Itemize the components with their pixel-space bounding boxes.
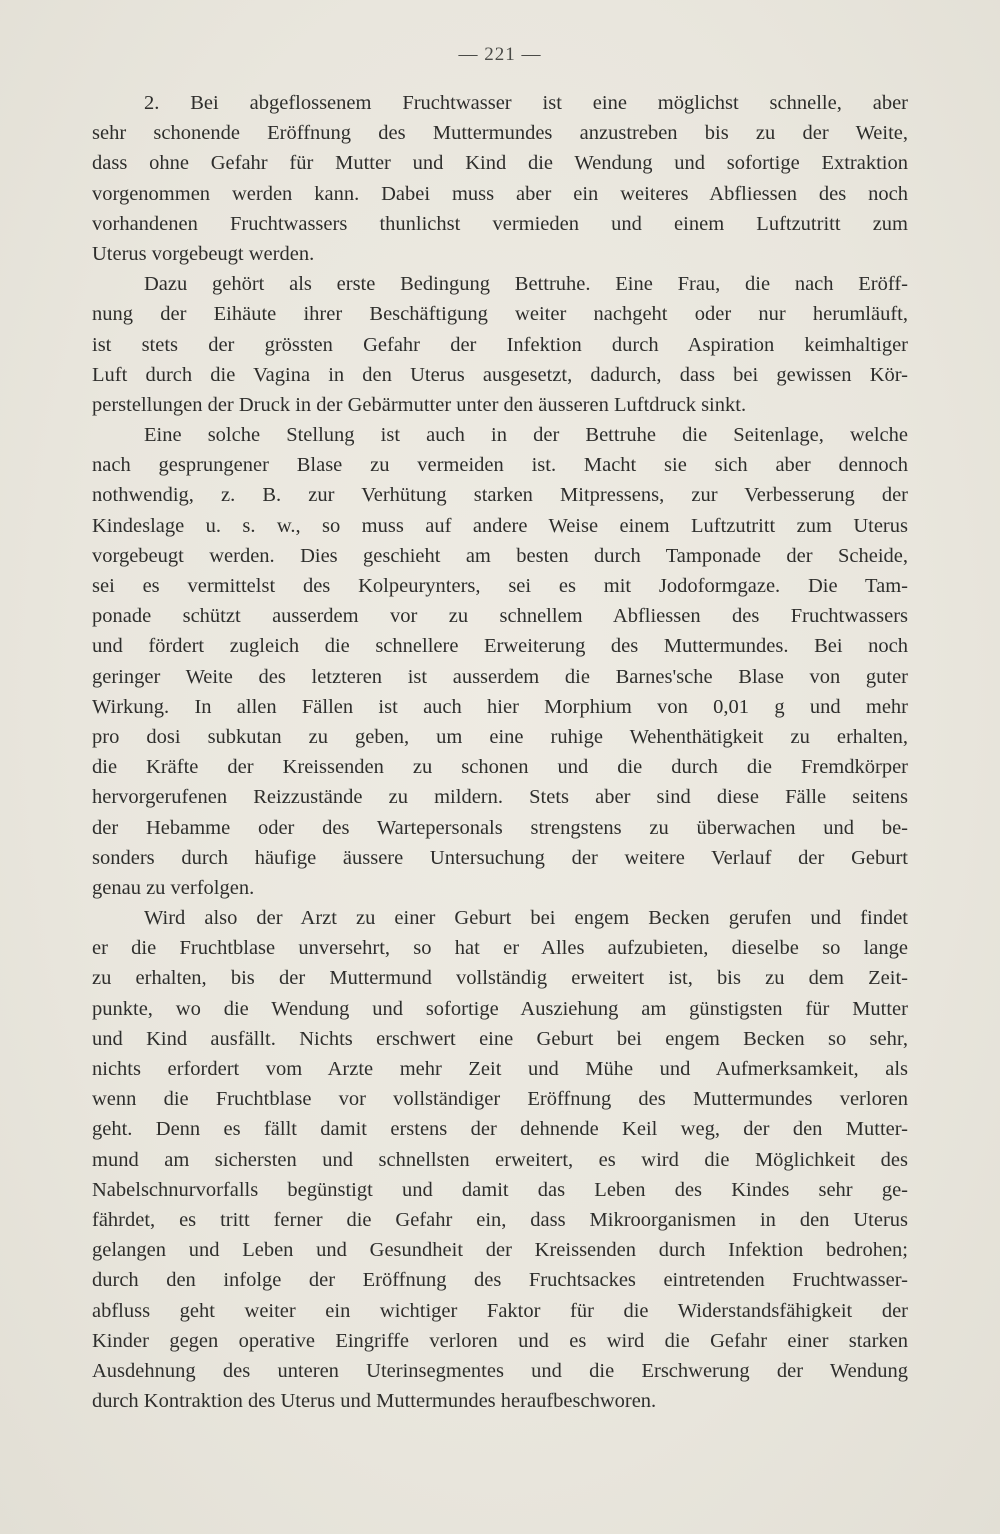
text-line: fährdet, es tritt ferner die Gefahr ein, dass Mikroorganismen in den Uterus xyxy=(92,1208,908,1231)
text-line: die Kräfte der Kreissenden zu schonen und die durch die Fremdkörper xyxy=(92,756,908,779)
text-line: der Hebamme oder des Wartepersonals strengstens zu überwachen und be- xyxy=(92,816,908,839)
text-line: sehr schonende Eröffnung des Muttermundes anzustreben bis zu der Weite, xyxy=(92,122,908,145)
text-line: Ausdehnung des unteren Uterinsegmentes und die Erschwerung der Wendung xyxy=(92,1359,908,1382)
text-line: durch Kontraktion des Uterus und Muttermundes heraufbeschworen. xyxy=(92,1390,657,1413)
text-line: gelangen und Leben und Gesundheit der Kreissenden durch Infektion bedrohen; xyxy=(92,1239,908,1262)
text-line: abfluss geht weiter ein wichtiger Faktor für die Widerstandsfähigkeit der xyxy=(92,1299,908,1322)
text-line: 2. Bei abgeflossenem Fruchtwasser ist eine möglichst schnelle, aber xyxy=(144,92,908,114)
text-line: er die Fruchtblase unversehrt, so hat er Alles aufzubieten, dieselbe so lange xyxy=(92,937,908,960)
text-line: Wirkung. In allen Fällen ist auch hier Morphium von 0,01 g und mehr xyxy=(92,695,908,718)
text-line: durch den infolge der Eröffnung des Fruchtsackes eintretenden Fruchtwasser- xyxy=(92,1269,908,1292)
text-line: nothwendig, z. B. zur Verhütung starken Mitpressens, zur Verbesserung der xyxy=(92,484,908,507)
text-line: zu erhalten, bis der Muttermund vollständig erweitert ist, bis zu dem Zeit- xyxy=(92,967,908,990)
text-line: Kindeslage u. s. w., so muss auf andere Weise einem Luftzutritt zum Uterus xyxy=(92,514,908,537)
text-line: und fördert zugleich die schnellere Erweiterung des Muttermundes. Bei noch xyxy=(92,635,908,658)
text-line: geht. Denn es fällt damit erstens der dehnende Keil weg, der den Mutter- xyxy=(92,1118,908,1141)
text-line: vorgenommen werden kann. Dabei muss aber ein weiteres Abfliessen des noch xyxy=(92,182,908,205)
page-number: — 221 — xyxy=(458,44,542,65)
body-text xyxy=(92,88,908,1416)
text-line: vorhandenen Fruchtwassers thunlichst vermieden und einem Luftzutritt zum xyxy=(92,212,908,235)
text-line: und Kind ausfällt. Nichts erschwert eine Geburt bei engem Becken so sehr, xyxy=(92,1027,908,1050)
text-line: nung der Eihäute ihrer Beschäftigung weiter nachgeht oder nur herumläuft, xyxy=(92,303,908,326)
text-line: ist stets der grössten Gefahr der Infektion durch Aspiration keimhaltiger xyxy=(92,333,908,356)
text-line: Kinder gegen operative Eingriffe verloren und es wird die Gefahr einer starken xyxy=(92,1329,908,1352)
text-line: wenn die Fruchtblase vor vollständiger Eröffnung des Muttermundes verloren xyxy=(92,1088,908,1111)
text-line: ponade schützt ausserdem vor zu schnellem Abfliessen des Fruchtwassers xyxy=(92,605,908,628)
text-line: perstellungen der Druck in der Gebärmutter unter den äusseren Luftdruck sinkt. xyxy=(92,393,747,416)
text-line: nichts erfordert vom Arzte mehr Zeit und Mühe und Aufmerksamkeit, als xyxy=(92,1058,908,1080)
text-line: genau zu verfolgen. xyxy=(92,876,255,899)
text-line: Nabelschnurvorfalls begünstigt und damit das Leben des Kindes sehr ge- xyxy=(92,1178,908,1201)
text-line: mund am sichersten und schnellsten erweitert, es wird die Möglichkeit des xyxy=(92,1148,908,1171)
text-line: Uterus vorgebeugt werden. xyxy=(92,242,315,265)
text-line: sei es vermittelst des Kolpeurynters, sei es mit Jodoformgaze. Die Tam- xyxy=(92,575,908,597)
text-line: Dazu gehört als erste Bedingung Bettruhe. Eine Frau, die nach Eröff- xyxy=(144,273,908,296)
text-line: Luft durch die Vagina in den Uterus ausgesetzt, dadurch, dass bei gewissen Kör- xyxy=(92,363,908,386)
text-line: pro dosi subkutan zu geben, um eine ruhige Wehenthätigkeit zu erhalten, xyxy=(92,725,908,748)
text-line: dass ohne Gefahr für Mutter und Kind die Wendung und sofortige Extraktion xyxy=(92,152,908,175)
text-line: hervorgerufenen Reizzustände zu mildern. Stets aber sind diese Fälle seitens xyxy=(92,786,908,809)
text-line: Eine solche Stellung ist auch in der Bettruhe die Seitenlage, welche xyxy=(144,424,908,447)
text-line: sonders durch häufige äussere Untersuchung der weitere Verlauf der Geburt xyxy=(92,846,908,869)
text-line: vorgebeugt werden. Dies geschieht am besten durch Tamponade der Scheide, xyxy=(92,544,908,567)
text-line: geringer Weite des letzteren ist ausserdem die Barnes'sche Blase von guter xyxy=(92,665,908,688)
text-line: Wird also der Arzt zu einer Geburt bei engem Becken gerufen und findet xyxy=(144,907,908,930)
text-line: punkte, wo die Wendung und sofortige Ausziehung am günstigsten für Mutter xyxy=(92,997,908,1020)
text-line: nach gesprungener Blase zu vermeiden ist. Macht sie sich aber dennoch xyxy=(92,454,908,477)
